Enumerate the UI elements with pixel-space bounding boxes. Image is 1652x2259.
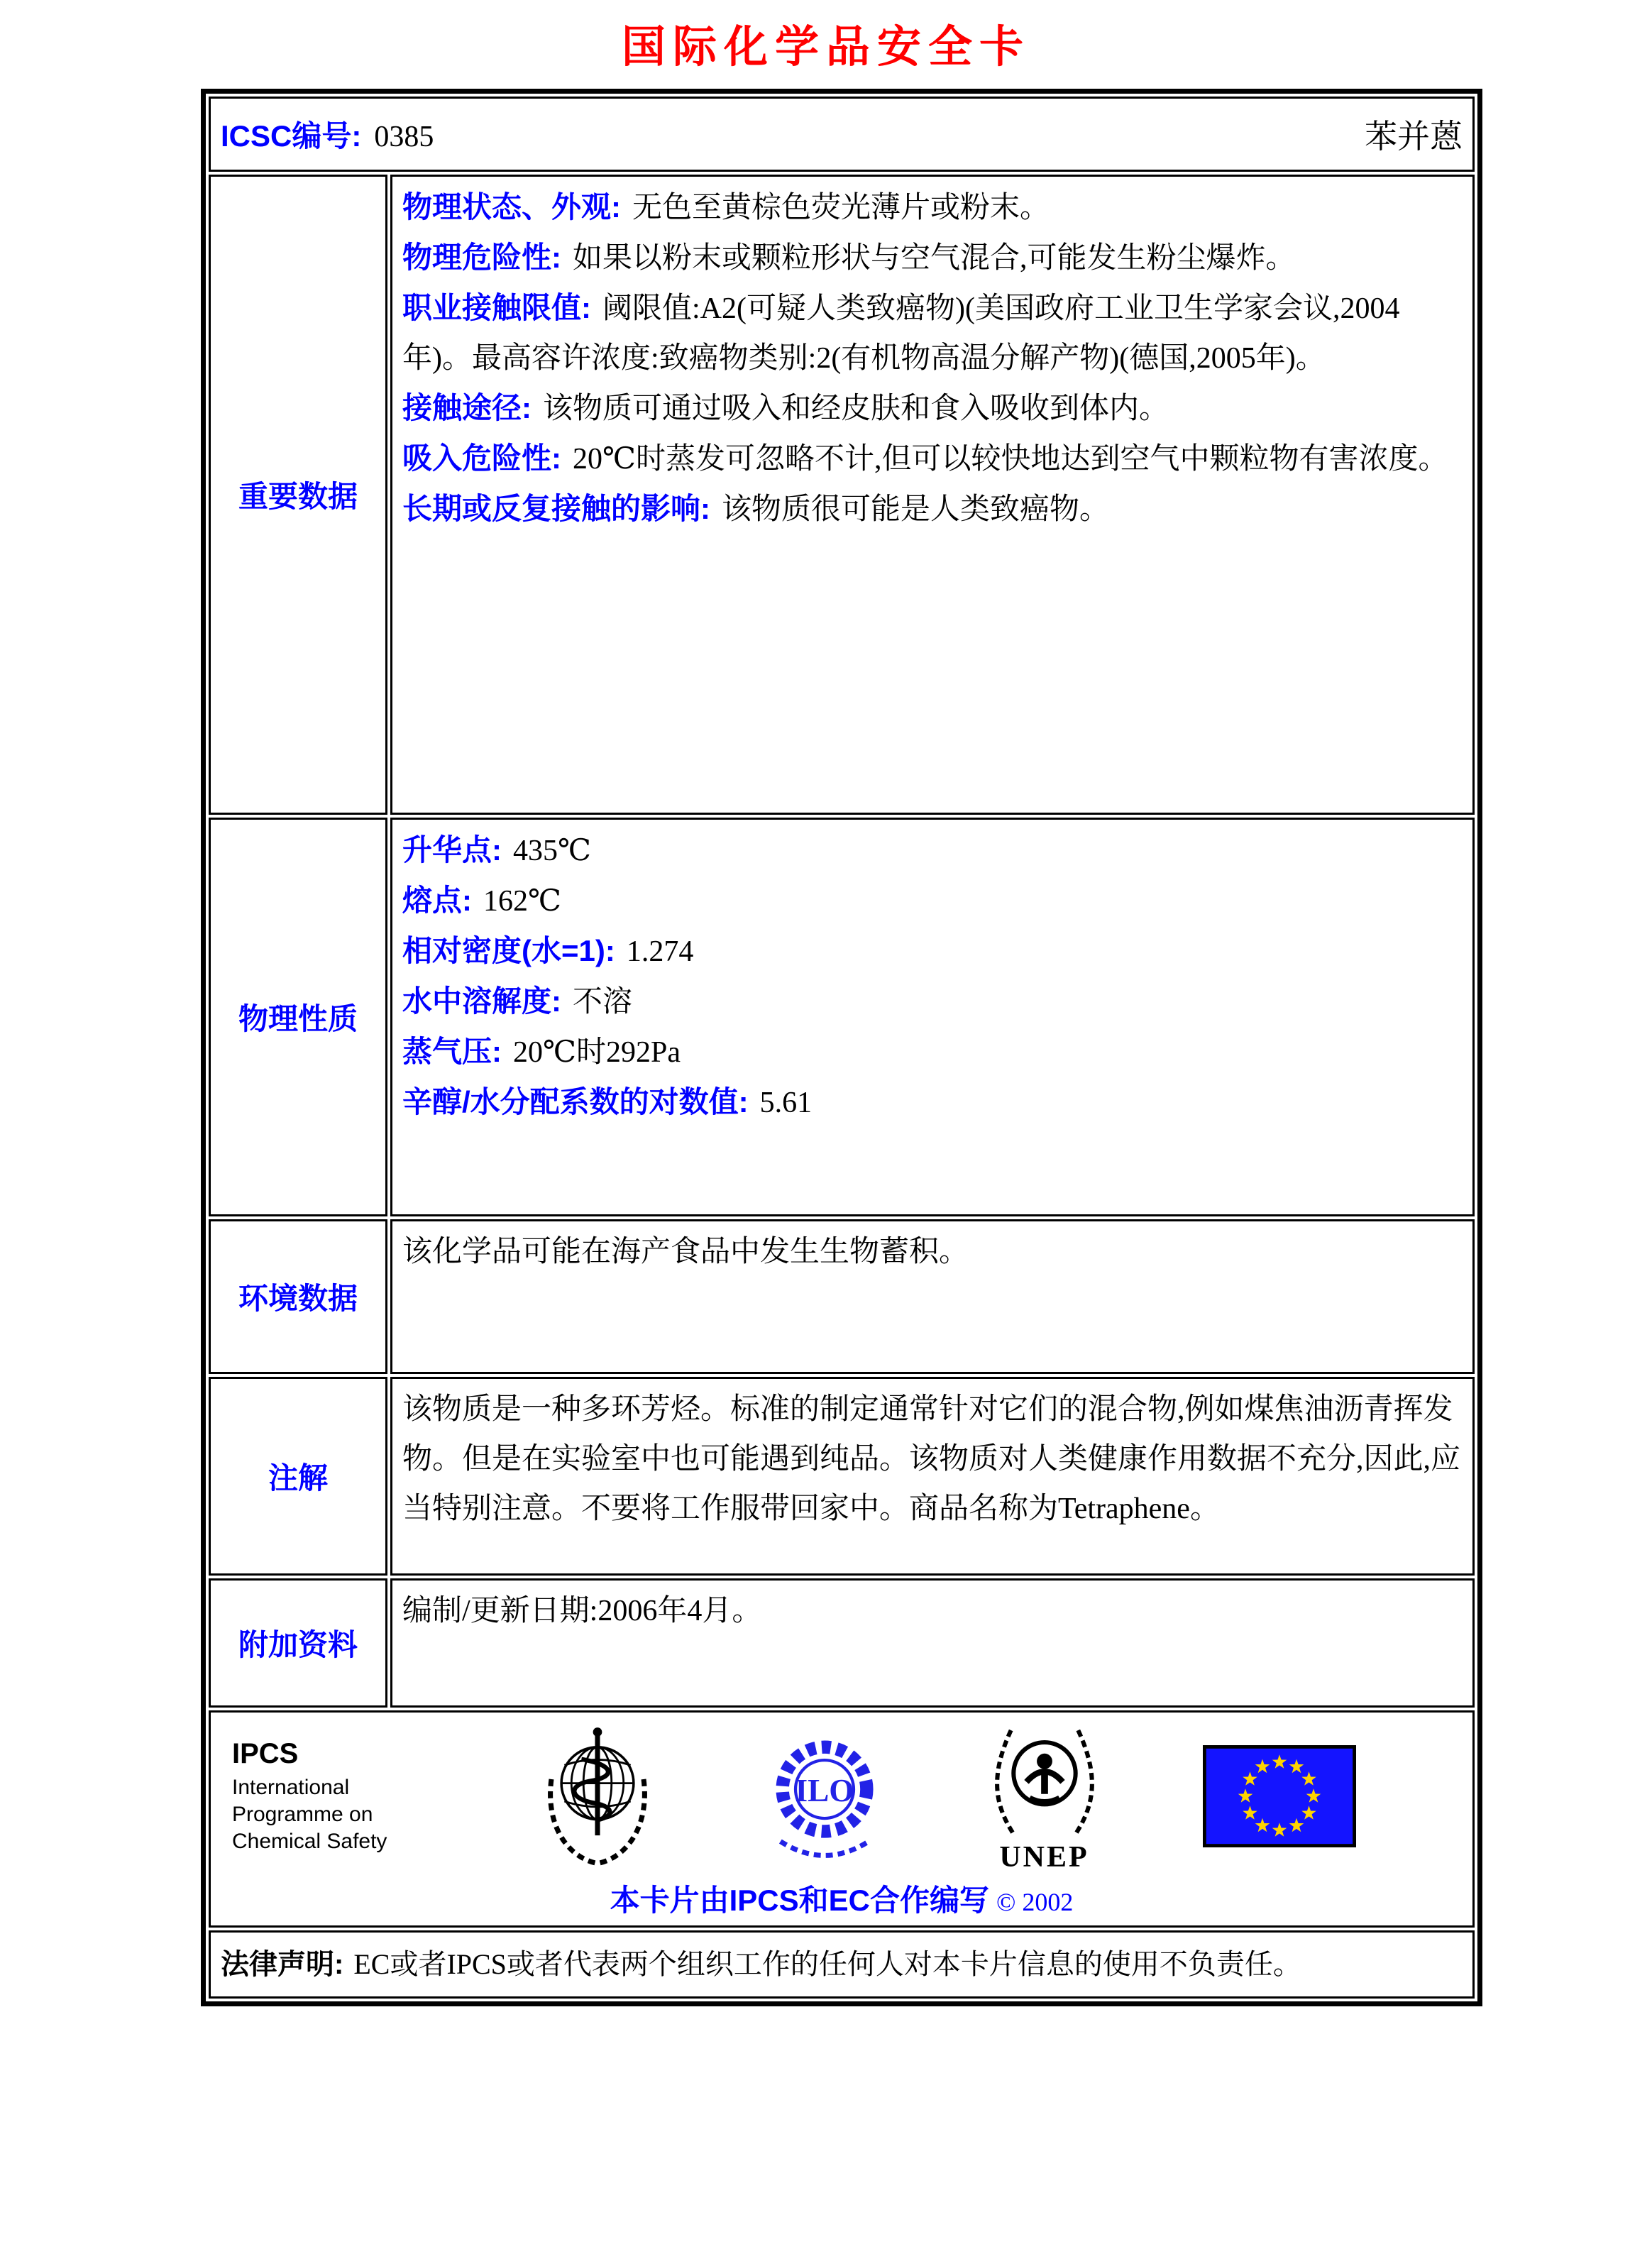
ilo-logo-icon xyxy=(764,1721,886,1871)
field-label: 蒸气压: xyxy=(402,1035,502,1068)
credit-text: 本卡片由IPCS和EC合作编写 xyxy=(610,1884,989,1917)
important-data-content xyxy=(390,175,1475,815)
notes-row xyxy=(209,1377,1475,1576)
icsc-number-group xyxy=(221,113,434,155)
header-row xyxy=(209,97,1475,172)
field-label: 职业接触限值: xyxy=(402,291,591,324)
field-value: 1.274 xyxy=(626,935,694,968)
field-label: 吸入危险性: xyxy=(402,441,561,475)
field-value: 如果以粉末或颗粒形状与空气混合,可能发生粉尘爆炸。 xyxy=(573,242,1296,275)
data-entry xyxy=(402,825,1463,876)
ipcs-acronym: IPCS xyxy=(232,1737,299,1769)
data-entry xyxy=(402,1077,1463,1128)
ilo-logo-text: ILO xyxy=(795,1773,854,1809)
credit-year: © 2002 xyxy=(996,1888,1074,1916)
ipcs-logo-text xyxy=(232,1738,431,1855)
eu-flag-icon xyxy=(1203,1745,1356,1847)
field-value: 该物质很可能是人类致癌物。 xyxy=(722,493,1110,526)
icsc-number-value: 0385 xyxy=(374,121,434,153)
logos-row xyxy=(209,1710,1475,1928)
section-label-important-data: 重要数据 xyxy=(209,175,387,815)
environmental-data-row xyxy=(209,1219,1475,1374)
data-entry xyxy=(402,434,1463,484)
field-label: 物理危险性: xyxy=(402,241,561,274)
legal-label: 法律声明: xyxy=(221,1949,344,1980)
legal-cell xyxy=(209,1930,1475,1999)
data-entry xyxy=(402,283,1463,383)
field-value: 该物质可通过吸入和经皮肤和食入吸收到体内。 xyxy=(543,392,1169,425)
data-entry xyxy=(402,484,1463,534)
ipcs-line: International xyxy=(232,1775,350,1799)
important-data-row xyxy=(209,175,1475,815)
field-label: 水中溶解度: xyxy=(402,984,561,1018)
environmental-data-content xyxy=(390,1219,1475,1374)
field-value: 该化学品可能在海产食品中发生生物蓄积。 xyxy=(402,1236,969,1268)
field-value: 编制/更新日期:2006年4月。 xyxy=(402,1595,762,1627)
credit-line xyxy=(221,1877,1463,1920)
additional-info-content xyxy=(390,1578,1475,1708)
page-title: 国际化学品安全卡 xyxy=(621,23,1030,72)
field-label: 物理状态、外观: xyxy=(402,190,621,224)
field-value: 该物质是一种多环芳烃。标准的制定通常针对它们的混合物,例如煤焦油沥青挥发物。但是在实验室中也可能遇到纯品。该物质对人类健康作用数据不充分,因此,应当特别注意。不要将工作服带回家中。商品名称为Tetraphene。 xyxy=(402,1393,1461,1525)
data-entry xyxy=(402,233,1463,283)
ipcs-line: Programme on xyxy=(232,1802,373,1826)
section-label-environmental-data: 环境数据 xyxy=(209,1219,387,1374)
field-value: 435℃ xyxy=(513,835,591,867)
chemical-name: 苯并蒽 xyxy=(1365,119,1463,155)
data-entry xyxy=(402,926,1463,977)
unep-logo-text: UNEP xyxy=(999,1841,1089,1874)
field-label: 长期或反复接触的影响: xyxy=(402,492,710,525)
section-label-physical-properties: 物理性质 xyxy=(209,818,387,1216)
section-label-additional-info: 附加资料 xyxy=(209,1578,387,1708)
field-label: 接触途径: xyxy=(402,391,532,424)
field-value: 无色至黄棕色荧光薄片或粉末。 xyxy=(632,192,1050,224)
field-label: 熔点: xyxy=(402,884,472,917)
field-value: 162℃ xyxy=(483,885,561,918)
field-value: 20℃时292Pa xyxy=(513,1036,681,1069)
legal-row xyxy=(209,1930,1475,1999)
additional-info-row xyxy=(209,1578,1475,1708)
data-entry xyxy=(402,1027,1463,1077)
icsc-number-label: ICSC编号: xyxy=(221,119,362,153)
data-entry xyxy=(402,383,1463,434)
field-value: 20℃时蒸发可忽略不计,但可以较快地达到空气中颗粒物有害浓度。 xyxy=(573,443,1448,476)
field-value: 5.61 xyxy=(759,1087,813,1119)
legal-text: EC或者IPCS或者代表两个组织工作的任何人对本卡片信息的使用不负责任。 xyxy=(353,1948,1301,1980)
data-entry xyxy=(402,977,1463,1027)
safety-card-table xyxy=(201,89,1482,2006)
header-cell xyxy=(209,97,1475,172)
field-label: 升华点: xyxy=(402,833,502,867)
field-value: 不溶 xyxy=(573,986,633,1018)
logos-cell xyxy=(209,1710,1475,1928)
physical-properties-row xyxy=(209,818,1475,1216)
section-label-notes: 注解 xyxy=(209,1377,387,1576)
data-entry xyxy=(402,876,1463,926)
field-label: 相对密度(水=1): xyxy=(402,934,615,967)
unep-logo xyxy=(989,1718,1101,1874)
ipcs-line: Chemical Safety xyxy=(232,1829,387,1853)
field-value: 阈限值:A2(可疑人类致癌物)(美国政府工业卫生学家会议,2004年)。最高容许浓度:致癌物类别:2(有机物高温分解产物)(德国,2005年)。 xyxy=(402,292,1400,375)
notes-content xyxy=(390,1377,1475,1576)
physical-properties-content xyxy=(390,818,1475,1216)
data-entry xyxy=(402,182,1463,233)
field-label: 辛醇/水分配系数的对数值: xyxy=(402,1085,749,1118)
who-logo-icon xyxy=(534,1721,661,1871)
